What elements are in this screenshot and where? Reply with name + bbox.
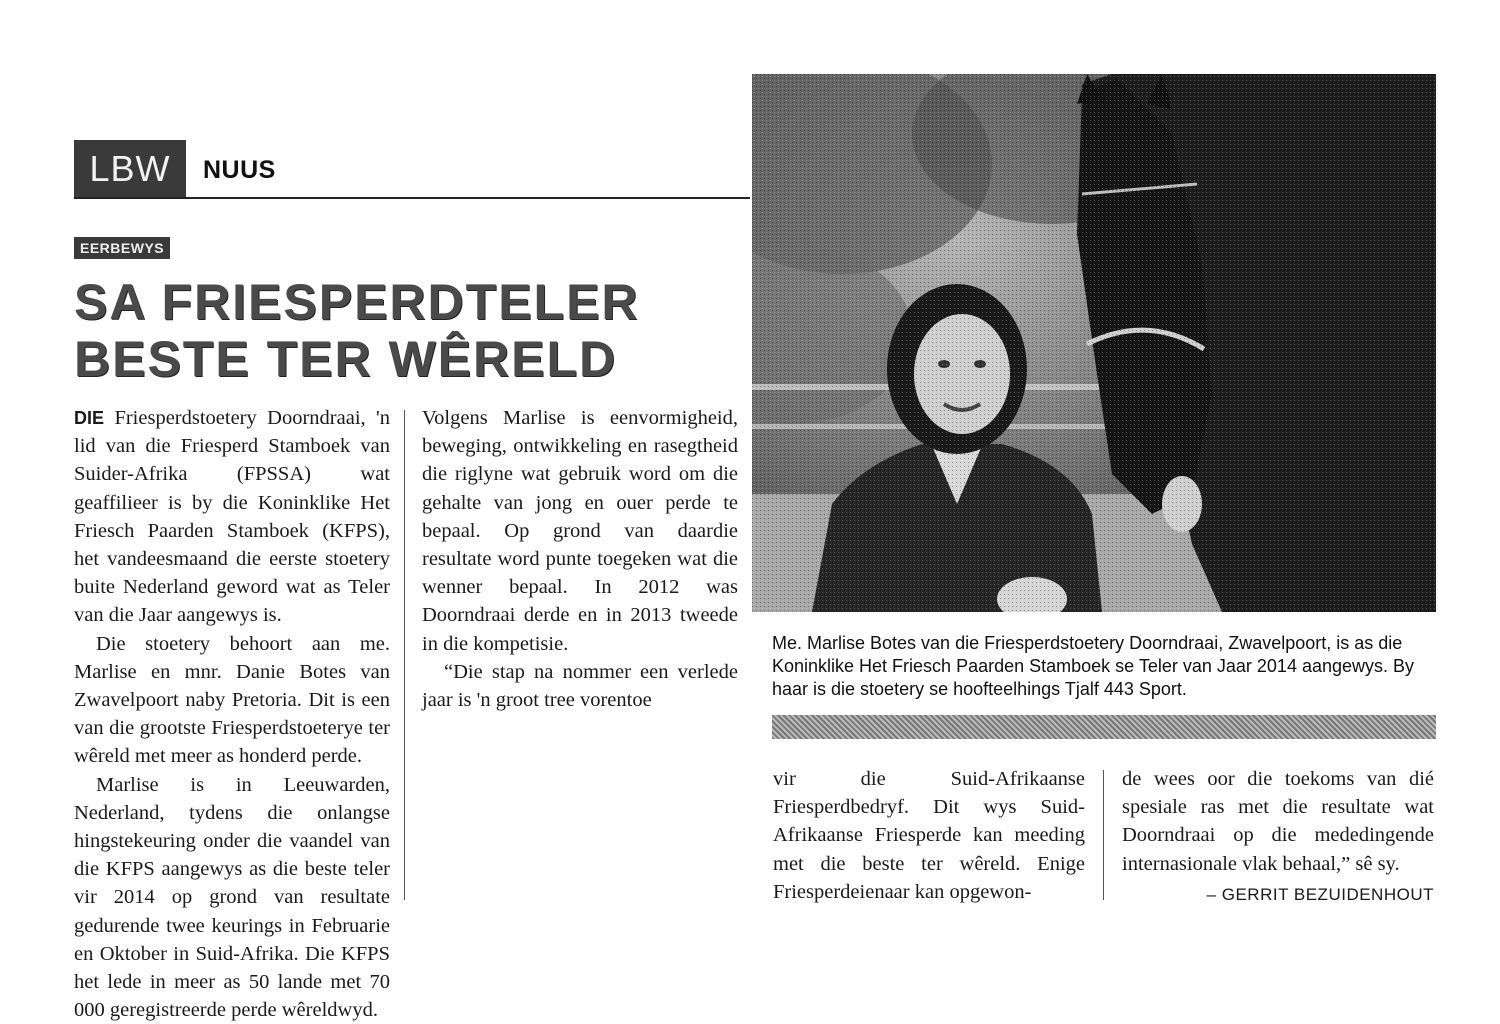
column-rule-2 <box>1103 770 1104 900</box>
publication-logo: LBW <box>74 140 186 198</box>
kicker-label: EERBEWYS <box>74 237 170 259</box>
headline <box>74 274 744 388</box>
byline: – GERRIT BEZUIDENHOUT <box>1206 884 1434 904</box>
headline-line-2: BESTE TER WÊRELD <box>74 331 618 387</box>
section-label: NUUS <box>203 156 276 184</box>
article-column-2 <box>422 404 738 714</box>
paragraph-5-part-a: “Die stap na nommer een verlede jaar is 'n groot tree vorentoe <box>422 660 738 712</box>
paragraph-1 <box>74 404 390 630</box>
article-column-4 <box>1122 765 1434 909</box>
article-photo <box>752 74 1436 612</box>
paragraph-2: Die stoetery behoort aan me. Marlise en mnr. Danie Botes van Zwavelpoort naby Pretoria. Dit is een van die grootste Friesperdstoeterye ter wêreld met meer as honderd perde. <box>74 632 390 768</box>
paragraph-5-part-b: vir die Suid-Afrikaanse Friesperdbedryf. Dit wys Suid-Afrikaanse Friesperde kan meeding met die beste ter wêreld. Enige Friesperdeienaar kan opgewon- <box>773 768 1085 903</box>
paragraph-5-part-c-text: de wees oor die toekoms van dié spesiale ras met die resultate wat Doorndraai op die mededingende internasionale vlak behaal,” sê sy. <box>1122 768 1434 875</box>
caption-hatch-rule <box>772 715 1436 739</box>
article-column-1 <box>74 404 390 1024</box>
article-column-3 <box>773 765 1085 906</box>
paragraph-1-text: Friesperdstoetery Doorndraai, 'n lid van die Friesperd Stamboek van Suider-Afrika (FPSSA) wat geaffilieer is by die Koninklike Het Friesch Paarden Stamboek (KFPS), het vandeesmaand die eerste stoetery buite Nederland geword wat as Teler van die Jaar aangewys is. <box>74 407 390 627</box>
headline-line-1: SA FRIESPERDTELER <box>74 274 640 330</box>
lead-word: DIE <box>74 408 105 428</box>
masthead-rule <box>74 197 750 199</box>
photo-caption: Me. Marlise Botes van die Friesperdstoetery Doorndraai, Zwavelpoort, is as die Koninklike Het Friesch Paarden Stamboek se Teler van Jaar 2014 aangewys. By haar is die stoetery se hoofteelhings Tjalf 443 Sport. <box>772 633 1415 699</box>
paragraph-4: Volgens Marlise is eenvormigheid, beweging, ontwikkeling en rasegtheid die riglyne wat gebruik word om die gehalte van jong en ouer perde te bepaal. Op grond van daardie resultate word punte toegeken wat die wenner bepaal. In 2012 was Doorndraai derde en in 2013 tweede in die kompetisie. <box>422 407 738 655</box>
paragraph-5-part-c <box>1122 765 1434 904</box>
column-rule-1 <box>404 410 405 900</box>
paragraph-3: Marlise is in Leeuwarden, Nederland, tydens die onlangse hingstekeuring onder die vaandel van die KFPS aangewys as die beste teler vir 2014 op grond van resultate gedurende twee keurings in Februarie en Oktober in Suid-Afrika. Die KFPS het lede in meer as 50 lande met 70 000 geregistreerde perde wêreldwyd. <box>74 773 390 1022</box>
woman-with-horse-photo <box>752 74 1436 612</box>
